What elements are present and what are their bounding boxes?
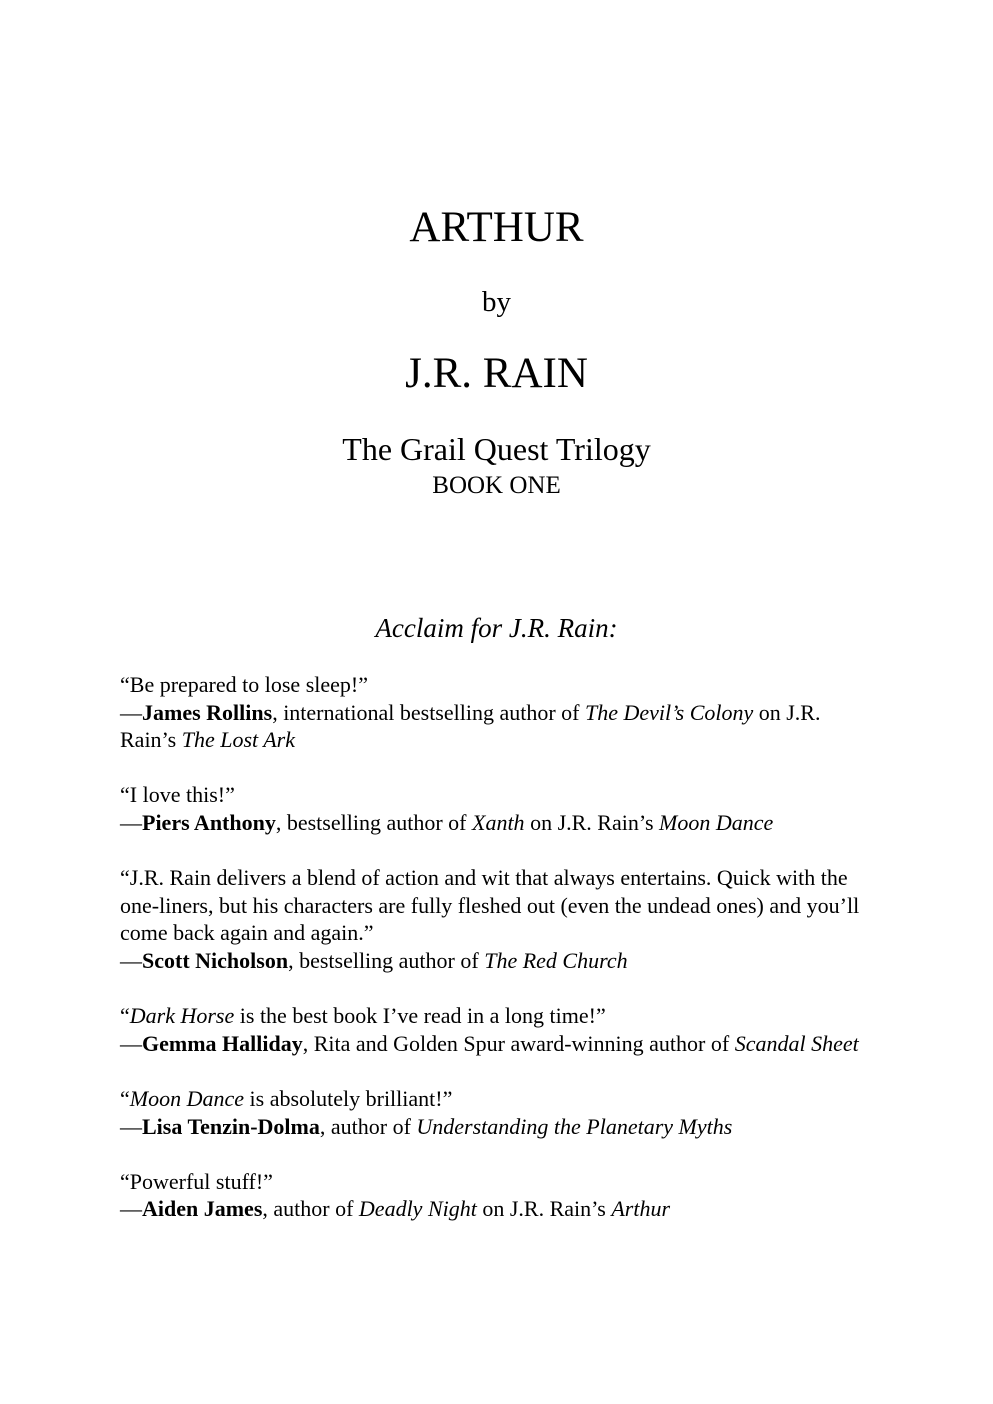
acclaim-heading: Acclaim for J.R. Rain: <box>375 613 618 643</box>
quote-attribution: —Piers Anthony, bestselling author of Xanth on J.R. Rain’s Moon Dance <box>120 809 774 835</box>
reviewer-work: The Devil’s Colony <box>585 699 754 725</box>
reviewer-work: Xanth <box>472 809 525 835</box>
reviewer-work: The Red Church <box>484 947 628 973</box>
byline-word: by <box>482 286 511 318</box>
quote-text: “I love this!” <box>120 782 235 808</box>
reviewer-name: Aiden James <box>142 1196 263 1222</box>
quote-attribution: —Aiden James, author of Deadly Night on J.R. Rain’s Arthur <box>120 1196 671 1222</box>
book-title: ARTHUR <box>409 204 584 251</box>
quote-attribution: —Scott Nicholson, bestselling author of The Red Church <box>120 947 628 973</box>
reviewer-name: James Rollins <box>142 699 273 725</box>
quotes-list <box>120 671 880 1223</box>
quote-item <box>120 864 880 974</box>
reviewer-work: Understanding the Planetary Myths <box>416 1113 733 1139</box>
quote-item <box>120 1168 880 1223</box>
quote-item <box>120 671 880 754</box>
quote-item <box>120 1002 880 1057</box>
reviewer-work: Deadly Night <box>358 1196 477 1222</box>
quote-item <box>120 1085 880 1140</box>
reviewer-name: Scott Nicholson <box>142 947 289 973</box>
quote-text: “Powerful stuff!” <box>120 1168 273 1194</box>
author-name: J.R. RAIN <box>405 350 588 397</box>
quote-text: “J.R. Rain delivers a blend of action and wit that always entertains. Quick with the one-liners, but his characters are fully fleshed out (even the undead ones) and you’ll come back again and again.” <box>120 865 860 946</box>
volume-label: BOOK ONE <box>432 472 561 499</box>
quote-attribution: —James Rollins, international bestselling author of The Devil’s Colony on J.R. Rain’s The Lost Ark <box>120 699 821 753</box>
series-title: The Grail Quest Trilogy <box>342 431 651 467</box>
quote-item <box>120 781 880 836</box>
quote-text: “Be prepared to lose sleep!” <box>120 672 368 697</box>
reviewed-book: Moon Dance <box>659 809 774 835</box>
quote-attribution: —Lisa Tenzin-Dolma, author of Understanding the Planetary Myths <box>120 1113 733 1139</box>
reviewed-book: The Lost Ark <box>181 727 296 753</box>
reviewer-name: Gemma Halliday <box>142 1030 303 1056</box>
reviewer-work: Scandal Sheet <box>734 1030 859 1056</box>
reviewer-name: Piers Anthony <box>142 809 276 835</box>
reviewer-name: Lisa Tenzin-Dolma <box>142 1113 320 1139</box>
quote-attribution: —Gemma Halliday, Rita and Golden Spur award-winning author of Scandal Sheet <box>120 1030 859 1056</box>
quote-text: “Dark Horse is the best book I’ve read in a long time!” <box>120 1003 606 1029</box>
reviewed-book: Arthur <box>611 1196 671 1222</box>
quote-text: “Moon Dance is absolutely brilliant!” <box>120 1085 453 1111</box>
